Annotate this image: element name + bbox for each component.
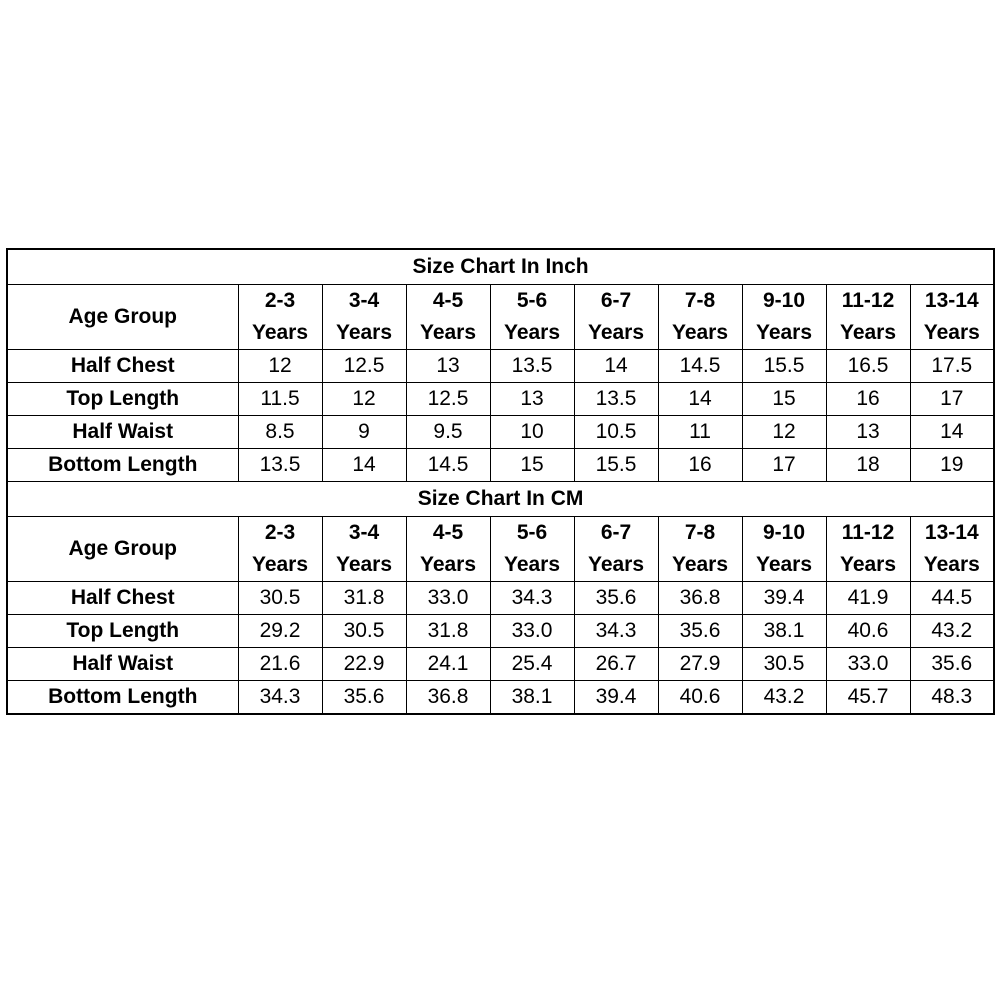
table-cell: 34.3 xyxy=(490,582,574,615)
age-header-cell xyxy=(238,517,322,582)
table-cell: 34.3 xyxy=(574,615,658,648)
age-unit: Years xyxy=(251,553,309,576)
age-unit: Years xyxy=(335,321,393,344)
age-header-cell xyxy=(910,517,994,582)
table-cell: 16.5 xyxy=(826,350,910,383)
age-unit: Years xyxy=(755,553,813,576)
age-unit: Years xyxy=(839,321,897,344)
table-cell: 14 xyxy=(322,449,406,482)
title-row-inch xyxy=(7,249,994,285)
age-range: 7-8 xyxy=(684,289,716,312)
row-label: Half Chest xyxy=(7,350,238,383)
age-range: 3-4 xyxy=(348,521,380,544)
table-cell: 15.5 xyxy=(742,350,826,383)
table-cell: 12 xyxy=(322,383,406,416)
row-label: Half Waist xyxy=(7,416,238,449)
table-cell: 39.4 xyxy=(574,681,658,715)
chart-title-inch: Size Chart In Inch xyxy=(7,249,994,285)
table-row xyxy=(7,648,994,681)
table-cell: 13.5 xyxy=(238,449,322,482)
age-header-cell xyxy=(826,517,910,582)
table-cell: 13.5 xyxy=(490,350,574,383)
age-range: 9-10 xyxy=(762,289,806,312)
age-unit: Years xyxy=(587,321,645,344)
row-label: Bottom Length xyxy=(7,681,238,715)
age-range: 11-12 xyxy=(841,289,895,312)
age-unit: Years xyxy=(755,321,813,344)
age-range: 5-6 xyxy=(516,289,548,312)
table-cell: 10.5 xyxy=(574,416,658,449)
age-header-cell xyxy=(574,285,658,350)
table-row xyxy=(7,350,994,383)
age-range: 4-5 xyxy=(432,521,464,544)
table-cell: 13 xyxy=(406,350,490,383)
table-cell: 14.5 xyxy=(658,350,742,383)
table-row xyxy=(7,615,994,648)
age-unit: Years xyxy=(923,553,980,576)
table-cell: 15 xyxy=(742,383,826,416)
table-cell: 16 xyxy=(658,449,742,482)
table-cell: 29.2 xyxy=(238,615,322,648)
table-cell: 31.8 xyxy=(406,615,490,648)
size-chart-table xyxy=(6,248,995,715)
table-cell: 17 xyxy=(910,383,994,416)
age-header-cell xyxy=(826,285,910,350)
table-cell: 22.9 xyxy=(322,648,406,681)
table-cell: 15.5 xyxy=(574,449,658,482)
age-unit: Years xyxy=(335,553,393,576)
table-row xyxy=(7,383,994,416)
table-cell: 13 xyxy=(490,383,574,416)
table-cell: 34.3 xyxy=(238,681,322,715)
table-cell: 14 xyxy=(658,383,742,416)
age-range: 4-5 xyxy=(432,289,464,312)
age-unit: Years xyxy=(419,321,477,344)
table-cell: 38.1 xyxy=(742,615,826,648)
row-label: Top Length xyxy=(7,615,238,648)
size-chart xyxy=(6,248,993,715)
age-header-cell xyxy=(490,285,574,350)
age-unit: Years xyxy=(587,553,645,576)
age-range: 5-6 xyxy=(516,521,548,544)
table-cell: 19 xyxy=(910,449,994,482)
age-header-cell xyxy=(742,285,826,350)
age-unit: Years xyxy=(251,321,309,344)
table-cell: 8.5 xyxy=(238,416,322,449)
table-cell: 36.8 xyxy=(658,582,742,615)
table-cell: 38.1 xyxy=(490,681,574,715)
table-cell: 14 xyxy=(910,416,994,449)
age-header-cell xyxy=(910,285,994,350)
age-range: 13-14 xyxy=(924,289,979,312)
age-header-cell xyxy=(238,285,322,350)
table-cell: 35.6 xyxy=(574,582,658,615)
age-group-label: Age Group xyxy=(7,285,238,350)
table-cell: 15 xyxy=(490,449,574,482)
age-unit: Years xyxy=(923,321,980,344)
age-range: 6-7 xyxy=(600,289,632,312)
row-label: Half Waist xyxy=(7,648,238,681)
table-row xyxy=(7,681,994,715)
age-unit: Years xyxy=(671,321,729,344)
row-label: Bottom Length xyxy=(7,449,238,482)
table-cell: 12.5 xyxy=(322,350,406,383)
age-unit: Years xyxy=(503,321,561,344)
age-header-cell xyxy=(658,285,742,350)
age-range: 13-14 xyxy=(924,521,979,544)
table-cell: 12 xyxy=(238,350,322,383)
table-cell: 25.4 xyxy=(490,648,574,681)
table-cell: 18 xyxy=(826,449,910,482)
table-cell: 24.1 xyxy=(406,648,490,681)
age-range: 3-4 xyxy=(348,289,380,312)
table-cell: 9 xyxy=(322,416,406,449)
table-cell: 33.0 xyxy=(826,648,910,681)
table-cell: 11 xyxy=(658,416,742,449)
table-cell: 27.9 xyxy=(658,648,742,681)
age-header-cell xyxy=(406,517,490,582)
age-header-row-cm xyxy=(7,517,994,582)
table-cell: 21.6 xyxy=(238,648,322,681)
table-cell: 9.5 xyxy=(406,416,490,449)
table-cell: 33.0 xyxy=(490,615,574,648)
age-range: 7-8 xyxy=(684,521,716,544)
table-cell: 13 xyxy=(826,416,910,449)
table-cell: 45.7 xyxy=(826,681,910,715)
table-cell: 44.5 xyxy=(910,582,994,615)
table-cell: 36.8 xyxy=(406,681,490,715)
age-unit: Years xyxy=(839,553,897,576)
table-cell: 41.9 xyxy=(826,582,910,615)
table-cell: 48.3 xyxy=(910,681,994,715)
row-label: Half Chest xyxy=(7,582,238,615)
table-cell: 30.5 xyxy=(238,582,322,615)
age-range: 2-3 xyxy=(264,289,296,312)
age-header-cell xyxy=(490,517,574,582)
title-row-cm xyxy=(7,482,994,517)
table-cell: 17 xyxy=(742,449,826,482)
age-range: 9-10 xyxy=(762,521,806,544)
age-header-cell xyxy=(322,285,406,350)
table-cell: 43.2 xyxy=(910,615,994,648)
chart-title-cm: Size Chart In CM xyxy=(7,482,994,517)
age-range: 6-7 xyxy=(600,521,632,544)
age-header-cell xyxy=(406,285,490,350)
table-cell: 14.5 xyxy=(406,449,490,482)
table-cell: 26.7 xyxy=(574,648,658,681)
table-cell: 33.0 xyxy=(406,582,490,615)
age-unit: Years xyxy=(671,553,729,576)
table-cell: 13.5 xyxy=(574,383,658,416)
table-row xyxy=(7,582,994,615)
table-row xyxy=(7,416,994,449)
table-cell: 17.5 xyxy=(910,350,994,383)
age-header-row-inch xyxy=(7,285,994,350)
table-cell: 43.2 xyxy=(742,681,826,715)
table-cell: 35.6 xyxy=(910,648,994,681)
table-cell: 30.5 xyxy=(322,615,406,648)
table-cell: 39.4 xyxy=(742,582,826,615)
size-chart-body xyxy=(7,249,994,714)
table-cell: 14 xyxy=(574,350,658,383)
age-group-label: Age Group xyxy=(7,517,238,582)
table-cell: 40.6 xyxy=(658,681,742,715)
table-cell: 11.5 xyxy=(238,383,322,416)
age-header-cell xyxy=(574,517,658,582)
age-header-cell xyxy=(742,517,826,582)
table-cell: 40.6 xyxy=(826,615,910,648)
age-range: 11-12 xyxy=(841,521,895,544)
table-cell: 12 xyxy=(742,416,826,449)
table-cell: 12.5 xyxy=(406,383,490,416)
table-cell: 31.8 xyxy=(322,582,406,615)
table-cell: 35.6 xyxy=(658,615,742,648)
age-range: 2-3 xyxy=(264,521,296,544)
row-label: Top Length xyxy=(7,383,238,416)
table-cell: 30.5 xyxy=(742,648,826,681)
table-row xyxy=(7,449,994,482)
table-cell: 10 xyxy=(490,416,574,449)
age-header-cell xyxy=(658,517,742,582)
table-cell: 16 xyxy=(826,383,910,416)
table-cell: 35.6 xyxy=(322,681,406,715)
age-header-cell xyxy=(322,517,406,582)
age-unit: Years xyxy=(419,553,477,576)
age-unit: Years xyxy=(503,553,561,576)
